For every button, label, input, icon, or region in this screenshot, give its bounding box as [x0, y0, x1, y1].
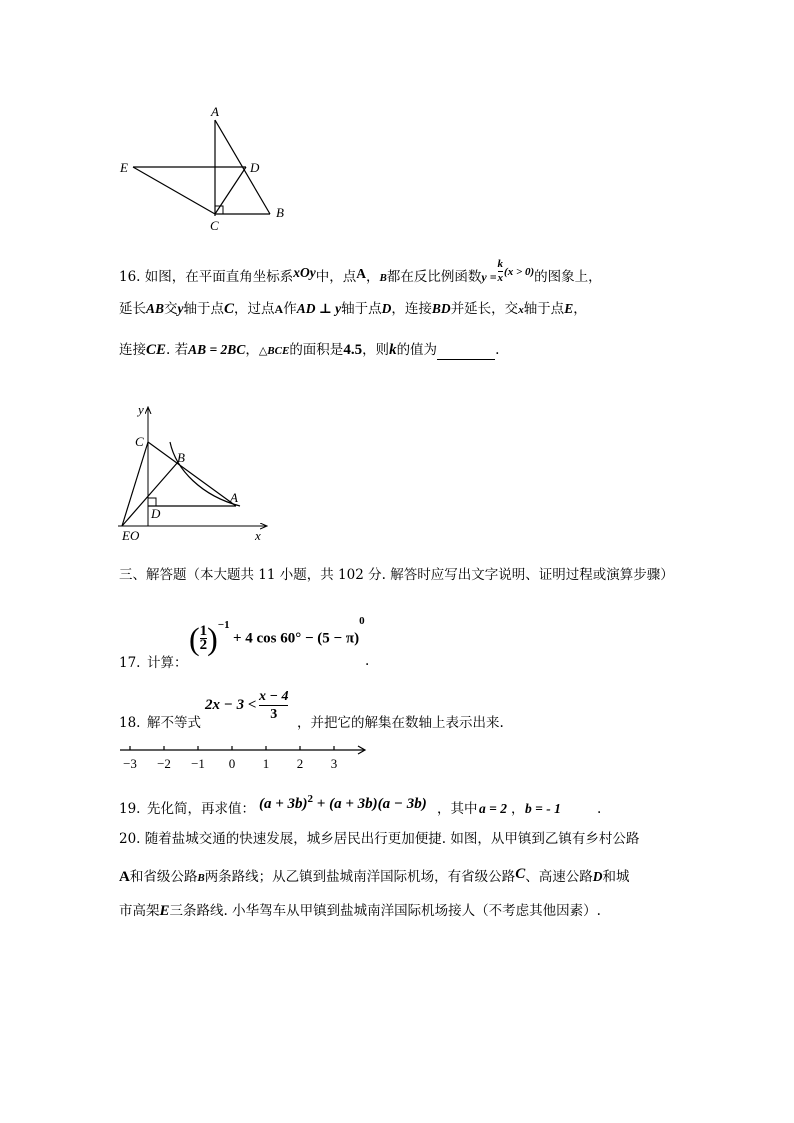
q17-label: 计算： — [147, 655, 188, 671]
q20-road-E: E — [159, 903, 170, 919]
label-D: D — [250, 160, 260, 175]
q17-expression: ( $\frac{1}{2}$ )$^{-1}$ + 4 $\cos 60^\circ - (5 - \pi)^0$ — [189, 615, 365, 657]
q19-cond-b: b = - 1 — [525, 801, 561, 816]
q16-text: ， — [366, 269, 380, 285]
q20-road-C: C — [515, 866, 526, 882]
math-k: k — [389, 342, 397, 358]
right-angle-mark — [148, 498, 156, 506]
q16-text: . 若 — [166, 342, 189, 358]
q16-text: 延长 — [119, 301, 146, 317]
q20-text: 市高架 — [119, 903, 160, 919]
math-CE: CE — [146, 342, 167, 358]
math-y-eq: y = — [481, 270, 497, 284]
number-line-label: 0 — [228, 756, 236, 771]
q16-text: 轴于点 — [523, 301, 565, 317]
label-B: B — [177, 450, 185, 465]
q17-exponent: −1 — [217, 619, 230, 631]
q19-expression — [259, 790, 427, 813]
math-4-5: 4.5 — [343, 342, 363, 358]
q20-text: 三条路线. 小华驾车从甲镇到盐城南洋国际机场接人（不考虑其他因素）. — [169, 903, 601, 919]
number-line-label: 2 — [296, 756, 304, 771]
math-E: E — [564, 301, 574, 316]
q20-number: 20. — [119, 831, 141, 847]
q19-t1: ，其中 — [437, 801, 478, 817]
q18-tail: ，并把它的解集在数轴上表示出来. — [297, 715, 504, 731]
math-BD: BD — [431, 301, 451, 316]
q16-text: 的值为 — [396, 342, 438, 358]
math-xOy: xOy — [293, 265, 316, 280]
number-line-label: −3 — [123, 756, 137, 771]
segment-EB — [122, 462, 178, 526]
q18-fraction — [259, 688, 288, 723]
q16-text: 轴于点 — [183, 301, 225, 317]
q18-lhs: 2x − 3 < — [205, 697, 257, 713]
q20-road-D: D — [592, 869, 603, 884]
q18-frac-den: 3 — [270, 707, 278, 722]
q19-expr1: (a + 3b) — [259, 796, 308, 812]
q20-line-2 — [119, 868, 629, 887]
q16-text: . — [495, 342, 500, 358]
q19-cond-a: a = 2 — [479, 801, 507, 816]
math-AB: AB — [146, 301, 165, 316]
q19-exponent: 2 — [307, 793, 314, 805]
math-AD-perp-y: AD ⊥ y — [296, 301, 342, 316]
math-D: D — [381, 301, 392, 316]
number-line-label: 3 — [330, 756, 338, 771]
q16-line-1 — [119, 258, 602, 291]
section-3-heading: 三、解答题（本大题共 11 小题，共 102 分. 解答时应写出文字说明、证明过程或演算步骤） — [119, 567, 674, 583]
q16-text: ，过点 — [234, 301, 275, 317]
label-E: E — [120, 160, 128, 175]
label-C: C — [210, 218, 219, 233]
number-line — [118, 740, 370, 772]
q16-line-3 — [119, 341, 499, 360]
math-x: x — [518, 304, 524, 316]
number-line-label: 1 — [262, 756, 270, 771]
label-y: y — [138, 402, 144, 417]
q16-text: 的图象上， — [534, 269, 602, 285]
figure-1-triangle — [110, 100, 300, 240]
frac-k: k — [497, 258, 504, 270]
q20-line-1 — [119, 830, 639, 848]
q16-text: 的面积是 — [289, 342, 344, 358]
segment-EC — [133, 167, 215, 214]
number-line-label: −1 — [191, 756, 205, 771]
q16-text: 作 — [283, 301, 297, 317]
q17-exponent-2: 0 — [359, 615, 365, 627]
label-x: x — [255, 528, 261, 543]
q16-text: ，连接 — [391, 301, 432, 317]
q19-expr2: + (a + 3b)(a − 3b) — [316, 796, 427, 812]
q17-frac-den: 2 — [199, 636, 208, 653]
q16-text: 并延长，交 — [450, 301, 519, 317]
q17-frac-num: 1 — [199, 622, 208, 639]
q18 — [119, 688, 619, 732]
segment-CA — [148, 442, 236, 506]
segment-DC — [215, 167, 246, 214]
q20-road-A: A — [119, 869, 130, 885]
math-fraction-k-x — [498, 258, 504, 285]
label-C: C — [135, 434, 144, 449]
figure-2-coordinate — [112, 402, 277, 547]
q17-number: 17. — [119, 655, 141, 671]
q16-text: 轴于点 — [341, 301, 382, 317]
math-B: B — [379, 272, 387, 284]
label-A: A — [211, 104, 219, 119]
math-A2: A — [274, 302, 284, 316]
q19-label: 先化简，再求值： — [147, 801, 255, 817]
q16-text: ， — [245, 342, 259, 358]
q16-text: 如图，在平面直角坐标系 — [144, 269, 294, 285]
segment-EC — [122, 442, 148, 526]
label-A: A — [230, 490, 238, 505]
math-triangle-BCE: △BCE — [258, 345, 290, 357]
number-line-label: −2 — [157, 756, 171, 771]
math-A: A — [356, 266, 367, 281]
q20-text: 随着盐城交通的快速发展，城乡居民出行更加便捷. 如图，从甲镇到乙镇有乡村公路 — [144, 831, 640, 847]
q18-label: 解不等式 — [147, 715, 201, 731]
math-C: C — [224, 301, 235, 317]
q16-text: 都在反比例函数 — [386, 269, 482, 285]
q17-end: . — [365, 653, 370, 669]
q16-text: 连接 — [119, 342, 146, 358]
q18-number: 18. — [119, 715, 141, 731]
q16-line-2 — [119, 300, 587, 319]
q20-text: 和城 — [602, 869, 630, 885]
answer-blank[interactable] — [437, 346, 495, 360]
q18-frac-num: x − 4 — [259, 689, 289, 704]
q16-text: 中，点 — [315, 269, 357, 285]
label-D: D — [151, 506, 161, 521]
q16-text: ， — [573, 301, 587, 317]
q16-text: 交 — [164, 301, 178, 317]
q20-text: 和省级公路 — [129, 869, 198, 885]
q17-mid: + 4 cos 60° − (5 − π) — [232, 630, 360, 647]
q19-number: 19. — [119, 801, 141, 817]
q19-end: . — [597, 801, 602, 817]
q20-road-B: B — [197, 872, 205, 884]
q16-text: ，则 — [362, 342, 390, 358]
math-y: y — [177, 301, 184, 316]
math-condition: (x > 0) — [504, 266, 535, 278]
q16-number: 16. — [119, 269, 141, 285]
q20-text: 两条路线；从乙镇到盐城南洋国际机场，有省级公路 — [204, 869, 516, 885]
frac-x: x — [497, 272, 504, 284]
q20-line-3 — [119, 902, 601, 920]
q20-text: 、高速公路 — [525, 869, 593, 885]
q19-t2: ， — [511, 801, 525, 817]
math-AB-eq-2BC: AB = 2BC — [188, 342, 246, 357]
label-EO: EO — [122, 528, 140, 543]
label-B: B — [276, 205, 284, 220]
